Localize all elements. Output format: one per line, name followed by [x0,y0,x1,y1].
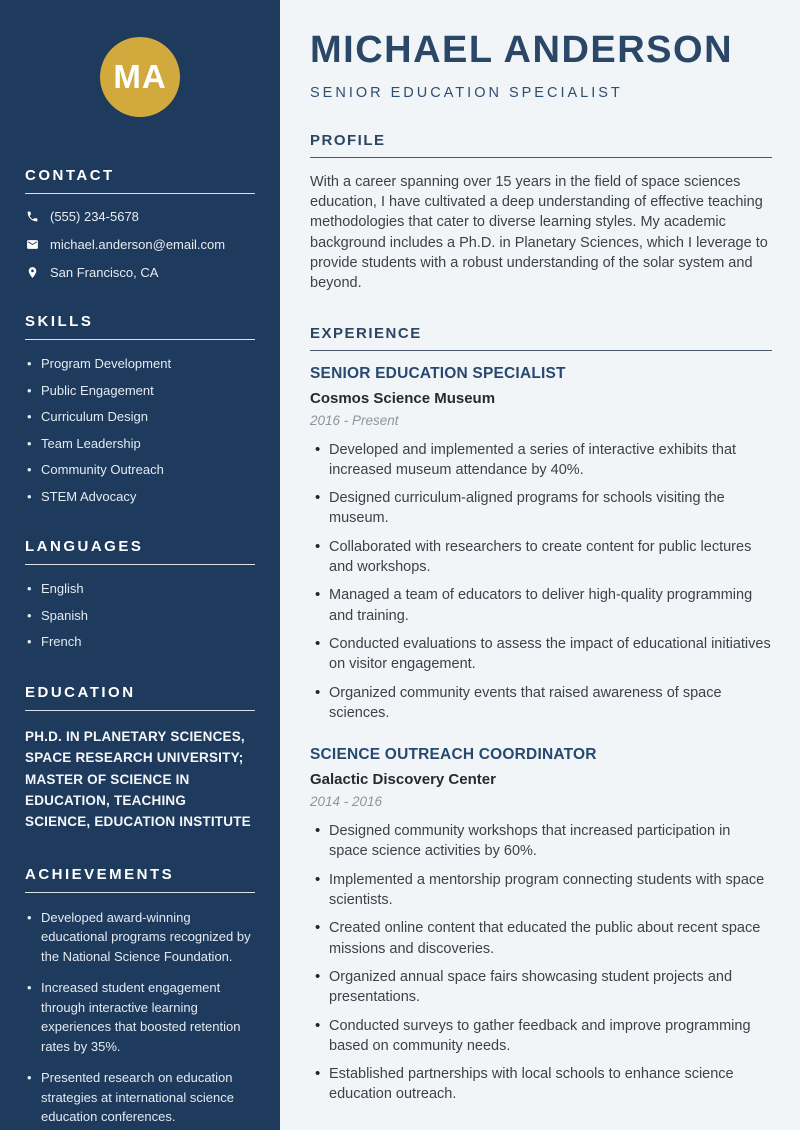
job-title: SCIENCE OUTREACH COORDINATOR [310,746,597,764]
achievements-heading: ACHIEVEMENTS [25,866,255,893]
contact-phone-row [25,209,255,224]
avatar [100,37,180,117]
avatar-initials: MA [113,58,167,95]
achievement-item: • Increased student engagement through interactive learning experiences that boosted retention rates by 35%. [25,978,255,1057]
contact-heading: CONTACT [25,167,255,194]
experience-heading: EXPERIENCE [310,325,772,351]
email-icon [25,238,39,252]
job-bullet: • Designed community workshops that increased participation in space science activities by 60%. [310,821,772,862]
language-item: • Spanish [25,607,255,625]
job-bullet-list [310,821,772,1105]
job-bullet: • Managed a team of educators to deliver high-quality programming and training. [310,585,772,626]
contact-phone: (555) 234-5678 [50,209,139,224]
job-bullet: • Organized annual space fairs showcasing student projects and presentations. [310,967,772,1008]
job-bullet-list [310,440,772,724]
job-bullet: • Established partnerships with local schools to enhance science education outreach. [310,1064,772,1105]
job-entry [310,365,772,724]
job-bullet: • Implemented a mentorship program connecting students with space scientists. [310,870,772,911]
job-bullet: • Designed curriculum-aligned programs for schools visiting the museum. [310,488,772,529]
contact-location-row [25,265,255,280]
resume-sidebar [0,0,280,1130]
job-bullet: • Collaborated with researchers to create content for public lectures and workshops. [310,537,772,578]
job-dates: 2014 - 2016 [310,794,383,810]
job-bullet: • Developed and implemented a series of interactive exhibits that increased museum attendance by 40%. [310,440,772,481]
job-bullet: • Conducted evaluations to assess the impact of educational initiatives on visitor engagement. [310,634,772,675]
language-item: • English [25,580,255,598]
languages-heading: LANGUAGES [25,538,255,565]
job-title: SENIOR EDUCATION SPECIALIST [310,364,566,382]
achievements-list [25,908,255,1128]
education-section [25,684,255,833]
skill-item: • STEM Advocacy [25,488,255,506]
skill-item: • Public Engagement [25,382,255,400]
experience-section [310,325,772,1105]
languages-section [25,538,255,651]
education-text: PH.D. IN PLANETARY SCIENCES, SPACE RESEARCH UNIVERSITY; MASTER OF SCIENCE IN EDUCATION, TEACHING SCIENCE, EDUCATION INSTITUTE [25,728,251,830]
job-bullet: • Conducted surveys to gather feedback and improve programming based on community needs. [310,1016,772,1057]
skill-item: • Team Leadership [25,435,255,453]
location-pin-icon [25,266,39,280]
job-bullet: • Created online content that educated the public about recent space missions and discoveries. [310,918,772,959]
language-item: • French [25,633,255,651]
contact-section [25,167,255,280]
profile-text: With a career spanning over 15 years in the field of space sciences education, I have cultivated a deep understanding of effective teaching methodologies that cater to diverse learning styles. My academic background includes a Ph.D. in Planetary Sciences, which I leverage to provide students with a robust understanding of the solar system and beyond. [310,173,768,292]
phone-icon [25,210,39,224]
skill-item: • Program Development [25,355,255,373]
achievement-item: • Presented research on education strategies at international science education conferences. [25,1068,255,1127]
skill-item: • Curriculum Design [25,408,255,426]
skills-list [25,355,255,505]
job-bullet: • Organized community events that raised awareness of space sciences. [310,683,772,724]
profile-heading: PROFILE [310,132,772,158]
job-company: Galactic Discovery Center [310,771,496,789]
job-company: Cosmos Science Museum [310,389,496,407]
languages-list [25,580,255,651]
person-name: MICHAEL ANDERSON [310,29,734,71]
achievement-item: • Developed award-winning educational programs recognized by the National Science Foundation. [25,908,255,967]
education-heading: EDUCATION [25,684,255,711]
profile-section [310,132,772,294]
contact-email-row [25,237,255,252]
skills-section [25,313,255,505]
achievements-section [25,866,255,1128]
job-dates: 2016 - Present [310,412,399,428]
contact-email: michael.anderson@email.com [50,237,226,252]
resume-main [280,0,800,1130]
job-entry [310,746,772,1105]
person-title: SENIOR EDUCATION SPECIALIST [310,84,623,101]
contact-location: San Francisco, CA [50,265,159,280]
skill-item: • Community Outreach [25,461,255,479]
skills-heading: SKILLS [25,313,255,340]
